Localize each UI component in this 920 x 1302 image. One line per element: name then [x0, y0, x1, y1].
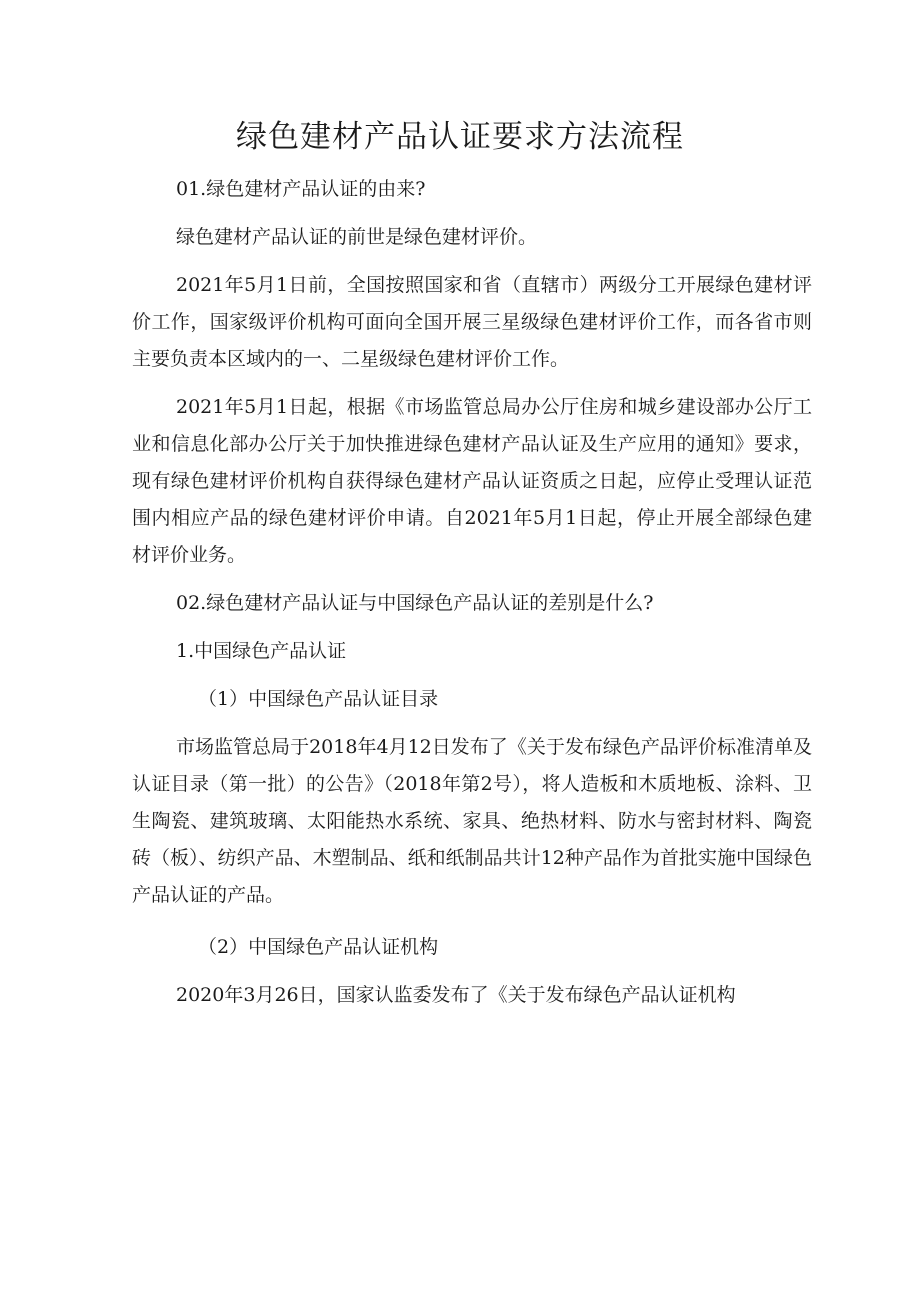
paragraph-before-2021: 2021年5月1日前，全国按照国家和省（直辖市）两级分工开展绿色建材评价工作，国家级评价机构可面向全国开展三星级绿色建材评价工作，而各省市则主要负责本区域内的一、二星级绿色建材评价工作。 [132, 274, 812, 370]
paragraph-after-2021: 2021年5月1日起，根据《市场监管总局办公厅住房和城乡建设部办公厅工业和信息化部办公厅关于加快推进绿色建材产品认证及生产应用的通知》要求，现有绿色建材评价机构自获得绿色建材产品认证资质之日起，应停止受理认证范围内相应产品的绿色建材评价申请。自2021年5月1日起，停止开展全部绿色建材评价业务。 [132, 396, 812, 566]
subsection-item-2-institutions: （2）中国绿色产品认证机构 [198, 936, 439, 958]
section-heading-01: 01.绿色建材产品认证的由来? [176, 178, 426, 200]
document-title: 绿色建材产品认证要求方法流程 [236, 119, 684, 155]
subsection-heading-1: 1.中国绿色产品认证 [176, 640, 347, 662]
paragraph-institutions-notice: 2020年3月26日，国家认监委发布了《关于发布绿色产品认证机构 [176, 984, 736, 1006]
paragraph-origin: 绿色建材产品认证的前世是绿色建材评价。 [176, 226, 538, 248]
section-heading-02: 02.绿色建材产品认证与中国绿色产品认证的差别是什么? [176, 592, 654, 614]
document-body [132, 171, 812, 1025]
subsection-item-1-catalog: （1）中国绿色产品认证目录 [198, 688, 439, 710]
paragraph-catalog-details: 市场监管总局于2018年4月12日发布了《关于发布绿色产品评价标准清单及认证目录（第一批）的公告》（2018年第2号），将人造板和木质地板、涂料、卫生陶瓷、建筑玻璃、太阳能热水系统、家具、绝热材料、防水与密封材料、陶瓷砖（板）、纺织产品、木塑制品、纸和纸制品共计12种产品作为首批实施中国绿色产品认证的产品。 [132, 736, 812, 906]
